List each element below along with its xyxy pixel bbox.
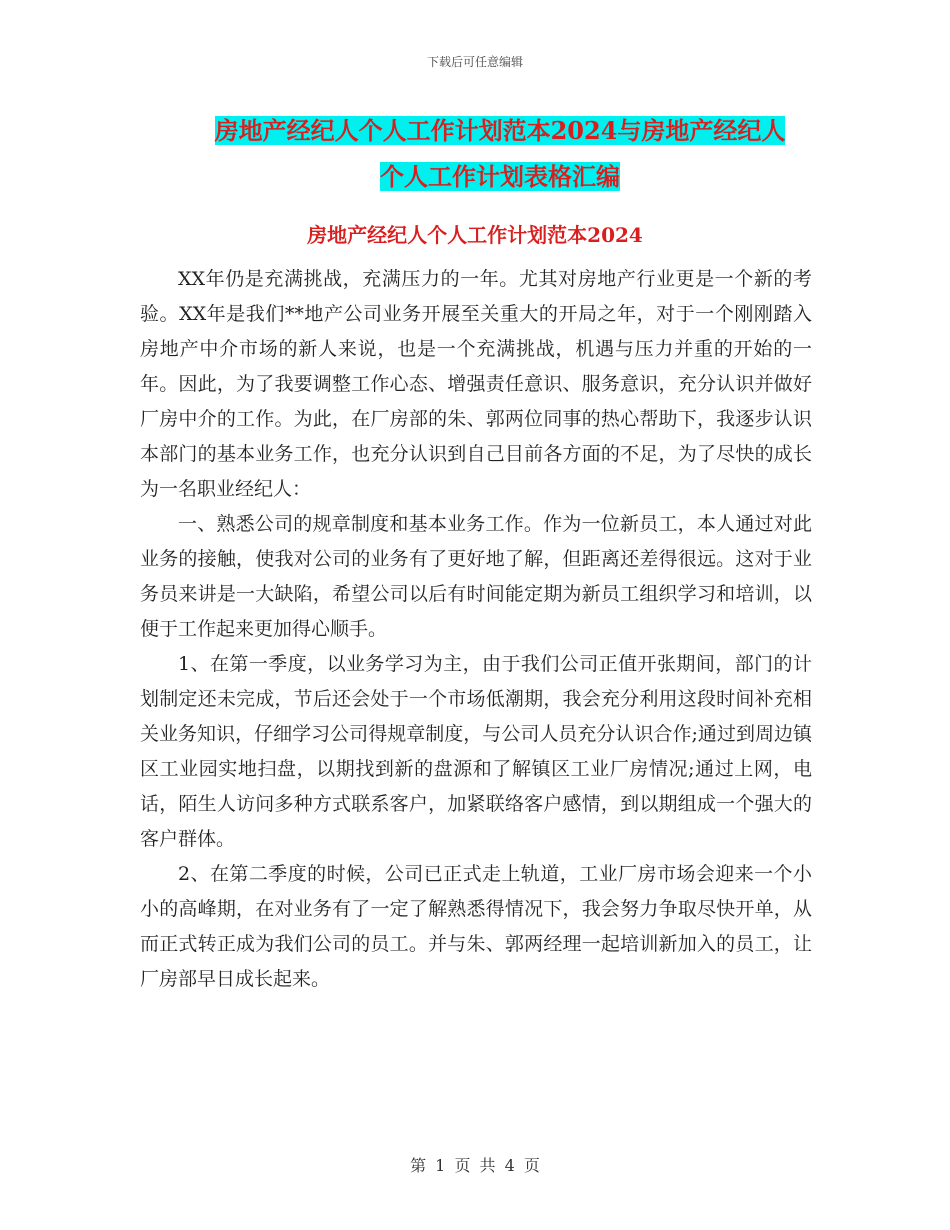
document-title-line-2: 个人工作计划表格汇编 [380, 162, 620, 191]
section-title: 房地产经纪人个人工作计划范本2024 [307, 223, 643, 247]
paragraph-second-quarter: 2、在第二季度的时候，公司已正式走上轨道，工业厂房市场会迎来一个小小的高峰期，在对业务有了一定了解熟悉得情况下，我会努力争取尽快开单，从而正式转正成为我们公司的员工。并与朱、郭两经理一起培训新加入的员工，让厂房部早日成长起来。 [140, 863, 812, 990]
paragraph-first-quarter: 1、在第一季度，以业务学习为主，由于我们公司正值开张期间，部门的计划制定还未完成，节后还会处于一个市场低潮期，我会充分利用这段时间补充相关业务知识，仔细学习公司得规章制度，与公司人员充分认识合作;通过到周边镇区工业园实地扫盘，以期找到新的盘源和了解镇区工业厂房情况;通过上网，电话，陌生人访问多种方式联系客户，加紧联络客户感情，到以期组成一个强大的客户群体。 [140, 653, 812, 850]
header-note: 下载后可任意编辑 [426, 55, 523, 69]
paragraph-section-one: 一、熟悉公司的规章制度和基本业务工作。作为一位新员工，本人通过对此业务的接触，使我对公司的业务有了更好地了解，但距离还差得很远。这对于业务员来讲是一大缺陷，希望公司以后有时间能定期为新员工组织学习和培训，以便于工作起来更加得心顺手。 [140, 513, 812, 640]
page-number-footer: 第 1 页 共 4 页 [410, 1156, 540, 1175]
paragraph-intro: XX年仍是充满挑战，充满压力的一年。尤其对房地产行业更是一个新的考验。XX年是我们**地产公司业务开展至关重大的开局之年，对于一个刚刚踏入房地产中介市场的新人来说，也是一个充满挑战，机遇与压力并重的开始的一年。因此，为了我要调整工作心态、增强责任意识、服务意识，充分认识并做好厂房中介的工作。为此，在厂房部的朱、郭两位同事的热心帮助下，我逐步认识本部门的基本业务工作，也充分认识到自己目前各方面的不足，为了尽快的成长为一名职业经纪人： [140, 268, 812, 500]
document-title-line-1: 房地产经纪人个人工作计划范本2024与房地产经纪人 [214, 116, 786, 145]
document-body [140, 262, 812, 997]
document-title [150, 108, 850, 200]
